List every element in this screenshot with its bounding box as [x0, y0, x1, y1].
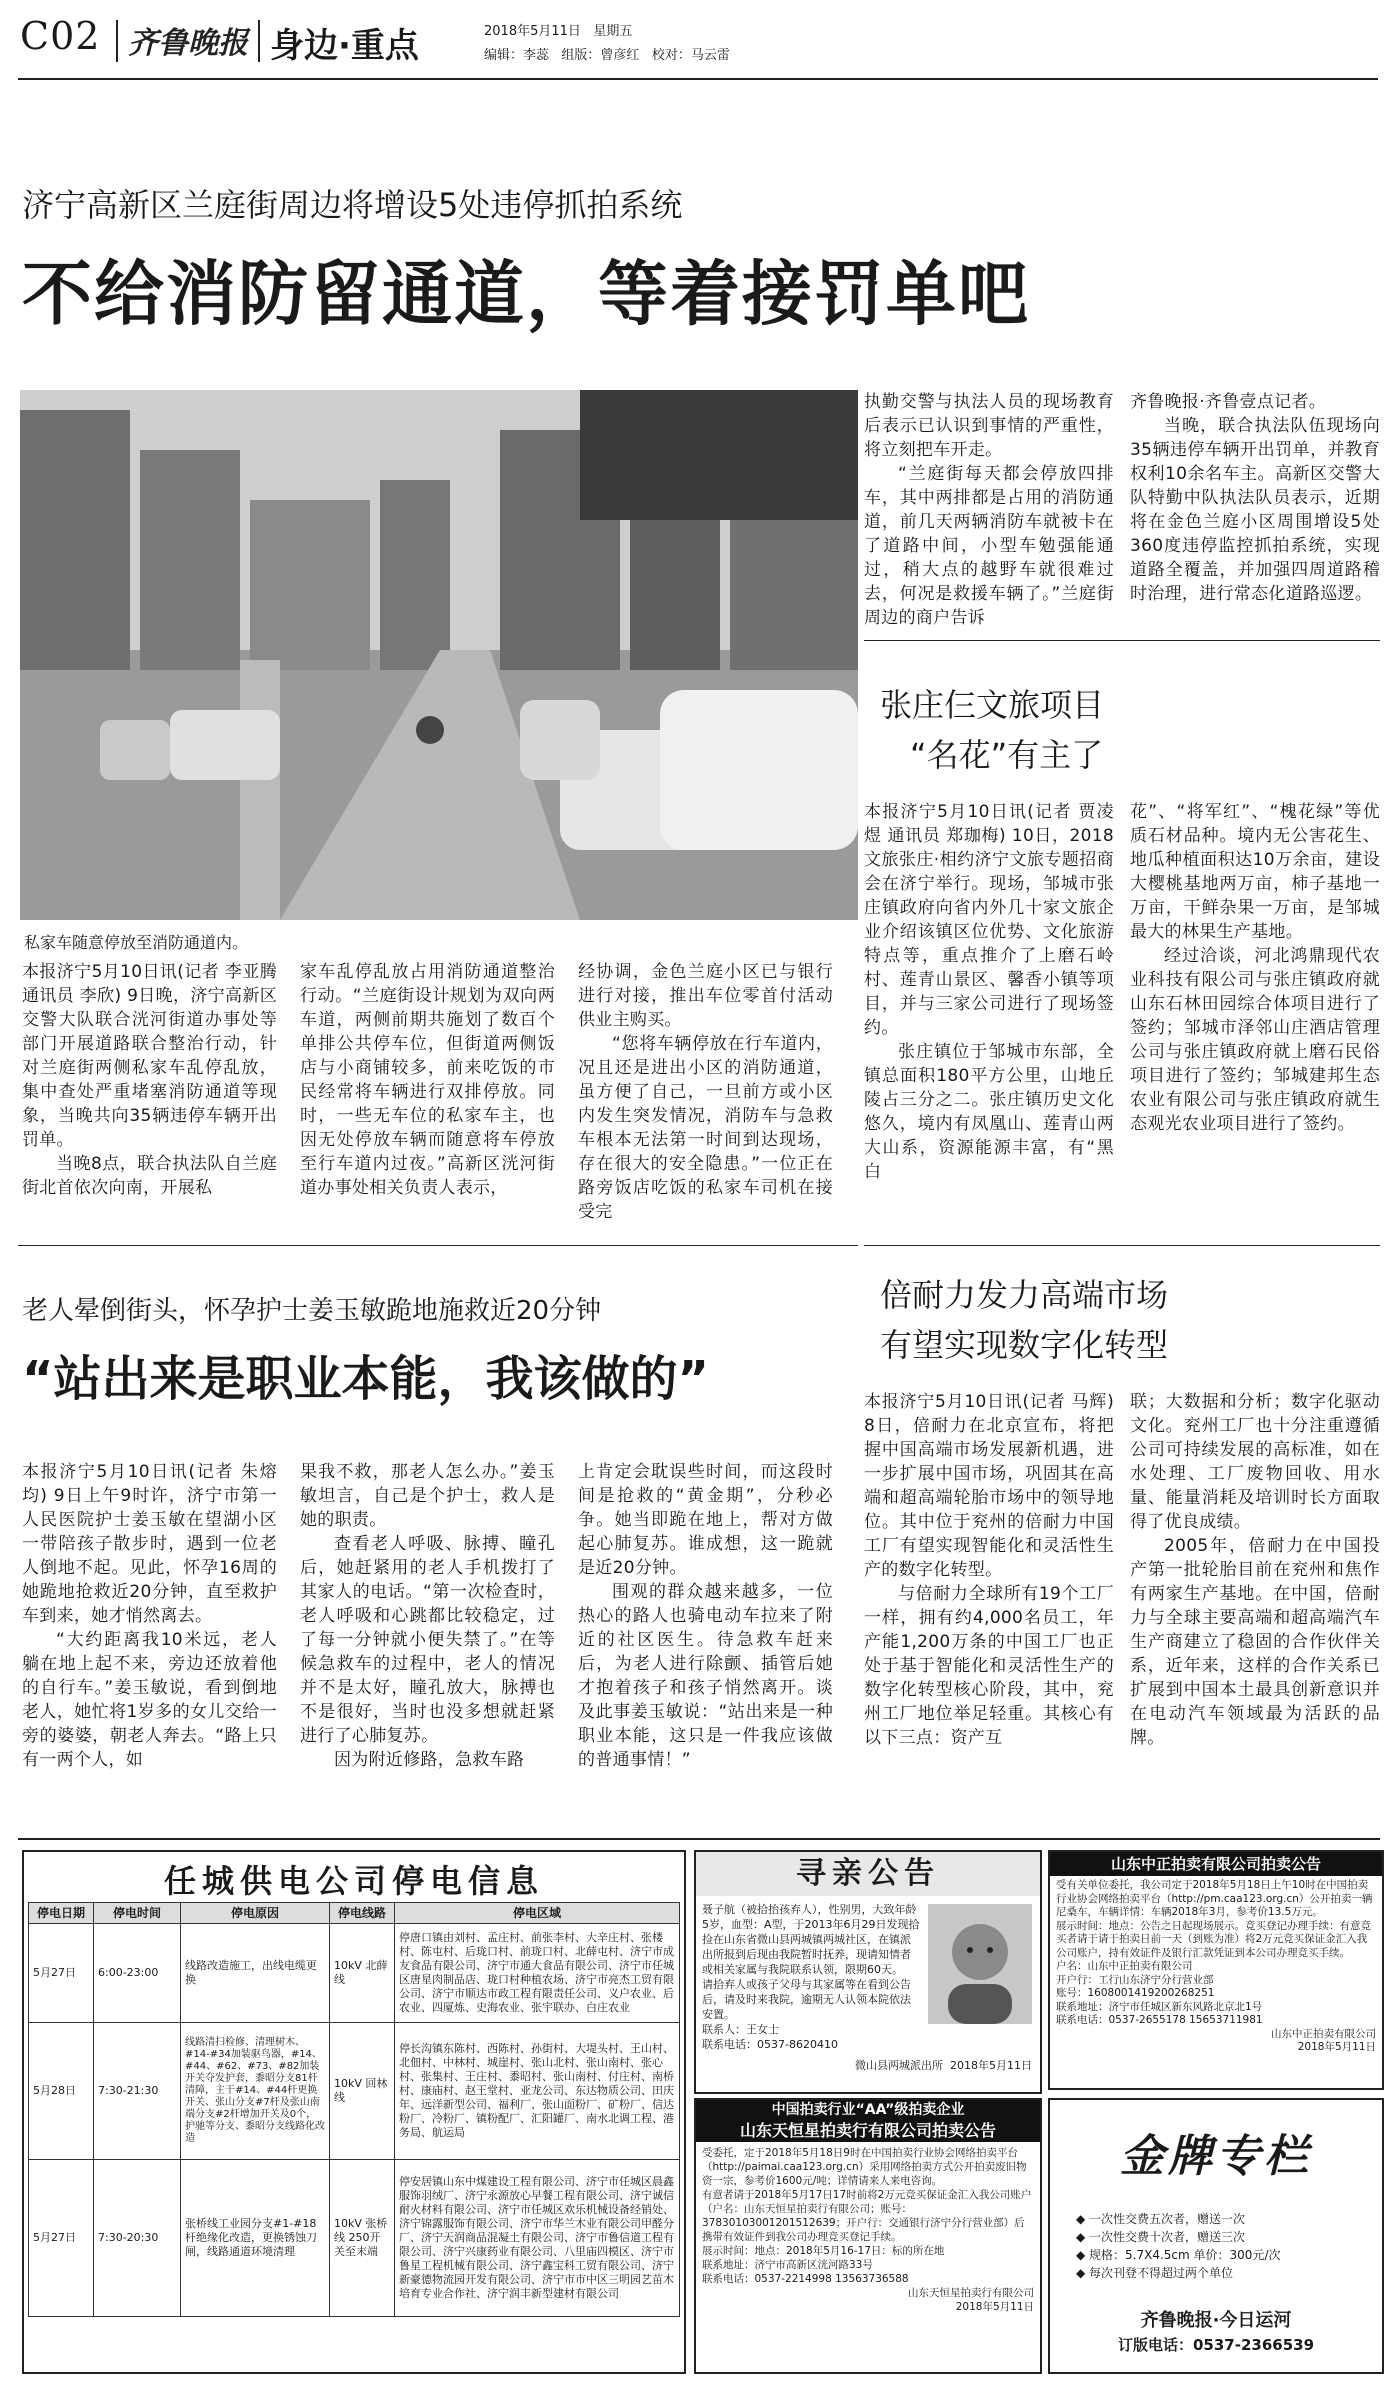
nurse-col-1: 本报济宁5月10日讯(记者 朱熔均) 9日上午9时许，济宁市第一人民医院护士姜玉敏在望湖小区一带陪孩子散步时，遇到一位老人倒地不起。见此，怀孕16周的她跪地抢救近20分钟，直至救护车到来，她才悄然离去。 “大约距离我10米远，老人躺在地上起不来，旁边还放着他的自行车。”姜玉敏说，看到倒地老人，她忙将1岁多的女儿交给一旁的婆婆，朝老人奔去。“路上只有一两个人，如: [22, 1462, 277, 1770]
pirelli-title-1: 倍耐力发力高端市场: [880, 1276, 1169, 1314]
tianhengxing-box: [694, 2098, 1042, 2374]
divider-2: [258, 20, 260, 62]
lead-col-3: 经协调，金色兰庭小区已与银行进行对接，推出车位零首付活动供业主购买。 “您将车辆停放在行车道内，况且还是进出小区的消防通道，虽方便了自己，一旦前方或小区内发生突发情况，消防车与急救车根本无法第一时间到达现场，存在很大的安全隐患。”一位正在路旁饭店吃饭的私家车司机在接受完: [578, 962, 833, 1222]
xunqin-box: [694, 1850, 1042, 2094]
lead-col-1: 本报济宁5月10日讯(记者 李亚腾 通讯员 李欣) 9日晚，济宁高新区交警大队联合洸河街道办事处等部门开展道路联合整治行动，针对兰庭街两侧私家车乱停乱放，集中查处严重堵塞消防通道等现象，当晚共向35辆违停车辆开出罚单。 当晚8点，联合执法队自兰庭街北首依次向南，开展私: [22, 962, 277, 1198]
outage-header-row: [29, 1903, 680, 1924]
tianhengxing-title-1: 中国拍卖行业“AA”级拍卖企业: [696, 2100, 1040, 2120]
lead-bottom-rule: [864, 640, 1380, 641]
zhongzheng-box: [1048, 1850, 1384, 2090]
xunqin-sign: 微山县两城派出所 2018年5月11日: [855, 2059, 1032, 2072]
lead-photo: [20, 390, 858, 920]
col-line: 停电线路: [330, 1903, 395, 1924]
pirelli-col-2: 联；大数据和分析；数字化驱动文化。兖州工厂也十分注重遵循公司可持续发展的高标准，如在水处理、工厂废物回收、用水量、能量消耗及培训时长方面取得了优良成绩。 2005年，倍耐力在中国投产第一批轮胎目前在兖州和焦作有两家生产基地。在中国，倍耐力与全球主要高端和超高端汽车生产商建立了稳固的合作伙伴关系，近年来，这样的合作关系已扩展到中国本土最具创新意识并在电动汽车领域最为活跃的品牌。: [1130, 1392, 1380, 1748]
nurse-col-3: 上肯定会耽误些时间，而这段时间是抢救的“黄金期”，分秒必争。她当即跪在地上，帮对方做起心肺复苏。谁成想，这一跪就是近20分钟。 围观的群众越来越多，一位热心的路人也骑电动车拉来了附近的社区医生。待急救车赶来后，为老人进行除颤、插管后她才抱着孩子和孩子悄然离开。谈及此事姜玉敏说：“站出来是一种职业本能，这只是一件我应该做的普通事情！”: [578, 1462, 833, 1770]
outage-title: 任城供电公司停电信息: [163, 1862, 544, 1900]
col-area: 停电区域: [395, 1903, 680, 1924]
zhangzhuang-col-2: 花”、“将军红”、“槐花绿”等优质石材品种。境内无公害花生、地瓜种植面积达10万余亩，建设大樱桃基地两万亩，柿子基地一万亩，干鲜杂果一万亩，是邹城最大的林果生产基地。 经过洽谈，河北鸿鼎现代农业科技有限公司与张庄镇政府就山东石林田园综合体项目进行了签约；邹城市泽邻山庄酒店管理公司与张庄镇政府就上磨石民俗项目进行了签约；邹城建邦生态农业有限公司与张庄镇政府就生态观光农业项目进行了签约。: [1130, 802, 1380, 1134]
lead-kicker: 济宁高新区兰庭街周边将增设5处违停抓拍系统: [22, 186, 683, 224]
lead-col-4: 执勤交警与执法人员的现场教育后表示已认识到事情的严重性，将立刻把车开走。 “兰庭街每天都会停放四排车，其中两排都是占用的消防通道，前几天两辆消防车就被卡在了道路中间，小型车勉强能通过，稍大点的越野车就很难过去，何况是救援车辆了。”兰庭街周边的商户告诉: [864, 392, 1114, 628]
lead-col-5: 齐鲁晚报·齐鲁壹点记者。 当晚，联合执法队伍现场向35辆违停车辆开出罚单，并教育权利10余名车主。高新区交警大队特勤中队执法队员表示，近期将在金色兰庭小区周围增设5处360度违停监控抓拍系统，实现道路全覆盖，并加强四周道路稽时治理，进行常态化道路巡逻。: [1130, 392, 1380, 604]
jinpai-title: 金牌专栏: [1120, 2131, 1312, 2182]
street-photo-illustration: [20, 390, 858, 920]
child-portrait-icon: [928, 1904, 1032, 2024]
table-row: 5月28日 7:30-21:30 线路清扫检修、清理树木、#14-#34加装驱鸟器，#14、#44、#62、#73、#82加装开关夺发护套，黍昭分支81杆清障，主干#14、#44杆更换开关、张山分支#7杆及张山南端分支#2杆增加开关及0个，护驰等分支、黍昭分支线路化改造 10kV 回林线 停长沟镇东陈村、西陈村、孙街村、大堤头村、王山村、北佃村、中林村、城崖村、张山北村、张山南村、张心村、张集村、王庄村、黍昭村、张山南村、付庄村、南桥村、康庙村、赵王堂村、亚龙公司、东达物质公司、田庆年、远洋新型公司、福利厂、张山面粉厂、矿粉厂、信达粉厂、冷粉厂、镇粉配厂、汇阳罐厂、南水北调工程、港务局、航运局: [29, 2023, 680, 2160]
photo-caption: 私家车随意停放至消防通道内。: [24, 933, 249, 952]
ads-top-rule: [18, 1838, 1380, 1840]
zhangzhuang-col-1: 本报济宁5月10日讯(记者 贾凌煜 通讯员 郑珈梅) 10日，2018文旅张庄·相约济宁文旅专题招商会在济宁举行。现场，邹城市张庄镇政府向省内外几十家文旅企业介绍该镇区位优势、文化旅游特点等，重点推介了上磨石岭村、莲青山景区、馨香小镇等项目，并与三家公司进行了现场签约。 张庄镇位于邹城市东部，全镇总面积180平方公里，山地丘陵占三分之二。张庄镇历史文化悠久，境内有凤凰山、莲青山两大山系，资源能源丰富，有“黑白: [864, 802, 1114, 1182]
outage-box: [22, 1850, 686, 2374]
divider-1: [116, 20, 118, 62]
col-time: 停电时间: [94, 1903, 181, 1924]
paper-logo: 齐鲁晚报: [128, 26, 248, 61]
zhangzhuang-title-1: 张庄仨文旅项目: [880, 686, 1105, 724]
jinpai-box: [1048, 2098, 1384, 2374]
xunqin-title: 寻亲公告: [696, 1852, 1040, 1896]
nurse-headline: “站出来是职业本能，我该做的”: [22, 1351, 710, 1407]
table-row: 5月27日 7:30-20:30 张桥线工业园分支#1-#18杆绝缘化改造，更换锈蚀刀闸，线路通道环境清理 10kV 张桥线 250开关至末端 停安居镇山东中煤建设工程有限公司、济宁市任城区晨鑫服饰羽绒厂、济宁永源放心早餐工程有限公司、济宁诚信耐火材料有限公司、济宁市任城区欢乐机械设备经销处、济宁锦露服饰有限公司、济宁市华兰木业有限公司甲醛分厂、济宁天润商品混凝土有限公司、济宁市鲁信道工程有限公司、济宁兴康药业有限公司、八里庙四模区、济宁市鲁星工程机械有限公司、济宁鑫宝科工贸有限公司、济宁新豪德物流园开发有限公司、济宁市市中区三明园艺苗木培育专业合作社、济宁润丰新型建材有限公司: [29, 2160, 680, 2317]
outage-table: [28, 1902, 680, 2317]
pirelli-title-2: 有望实现数字化转型: [880, 1326, 1169, 1364]
pirelli-col-1: 本报济宁5月10日讯(记者 马辉) 8日，倍耐力在北京宣布，将把握中国高端市场发展新机遇，进一步扩展中国市场，巩固其在高端和超高端轮胎市场中的领导地位。其中位于兖州的倍耐力中国工厂有望实现智能化和灵活性生产的数字化转型。 与倍耐力全球所有19个工厂一样，拥有约4,000名员工，年产能1,200万条的中国工厂也正处于基于智能化和灵活性生产的数字化转型核心阶段，其中，兖州工厂地位举足轻重。其核心有以下三点：资产互: [864, 1392, 1114, 1748]
col-date: 停电日期: [29, 1903, 94, 1924]
section-title: 身边·重点: [270, 26, 419, 66]
masthead: [0, 0, 1394, 72]
jinpai-terms: ◆ 一次性交费五次者，赠送一次 ◆ 一次性交费十次者，赠送三次 ◆ 规格：5.7X4.5cm 单价：300元/次 ◆ 每次刊登不得超过两个单位: [1076, 2212, 1281, 2280]
issue-date: 2018年5月11日 星期五: [484, 24, 633, 39]
xunqin-text: 聂子航（被拾抬孩弃人），性别男，大致年龄5岁，血型：A型，于2013年6月29日发现拾捡在山东省微山县两城镇两城社区，在镇派出所报到后现由我院暂时抚养，现请知情者或相关家属与我院联系认领，限期60天。 请拾弃人或孩子父母与其家属等在看到公告后，请及时来我院，逾期无人认领本院依法安置。 联系人：王女士 联系电话：0537-8620410: [702, 1903, 920, 2051]
jinpai-phone: 订版电话：0537-2366539: [1117, 2336, 1315, 2354]
zhongzheng-title: 山东中正拍卖有限公司拍卖公告: [1050, 1852, 1382, 1876]
zhongzheng-body: 受有关单位委托，我公司定于2018年5月18日上午10时在中国拍卖行业协会网络拍卖平台（http://pm.caa123.org.cn）公开拍卖一辆尼桑车，车辆详情：车辆2018年3月，参考价13.5万元。 展示时间：地点：公告之日起现场展示。竞买登记办理手续：有意竞买者请于请于拍卖日前一天（到账为准）将2万元竞买保证金汇入我公司账户，持有效证件及银行汇款凭证到本公司办理竞买手续。 户名：山东中正拍卖有限公司 开户行：工行山东济宁分行营业部 账号：1608001419200268251 联系地址：济宁市任城区新东风路北京北1号 联系电话：0537-2655178 15653711981 山东中正拍卖有限公司 2018年5月11日: [1056, 1879, 1376, 2053]
jinpai-brand: 齐鲁晚报·今日运河: [1140, 2310, 1292, 2331]
page-number: C02: [20, 14, 101, 58]
child-photo: [928, 1904, 1032, 2024]
tianhengxing-title-2: 山东天恒星拍卖行有限公司拍卖公告: [696, 2120, 1040, 2142]
zhangzhuang-title-2: “名花”有主了: [910, 736, 1104, 774]
right-mid-rule: [864, 1245, 1380, 1246]
lead-col-2: 家车乱停乱放占用消防通道整治行动。“兰庭街设计规划为双向两车道，两侧前期共施划了数百个单排公共停车位，但街道两侧饭店与小商铺较多，前来吃饭的市民经常将车辆进行双排停放。同时，一些无车位的私家车主，也因无处停放车辆而随意将车停放至行车道内过夜。”高新区洸河街道办事处相关负责人表示，: [300, 962, 555, 1198]
mid-rule: [18, 1245, 858, 1246]
lead-headline: 不给消防留通道，等着接罚单吧: [22, 253, 1030, 335]
nurse-kicker: 老人晕倒街头，怀孕护士姜玉敏跪地施救近20分钟: [22, 1296, 602, 1326]
tianhengxing-body: 受委托，定于2018年5月18日9时在中国拍卖行业协会网络拍卖平台（http://paimai.caa123.org.cn）采用网络拍卖方式公开拍卖废旧物资一宗，参考价1600元/吨；详情请来人来电咨询。 有意者请于2018年5月17日17时前将2万元竞买保证金汇入我公司账户（户名：山东天恒星拍卖行有限公司；账号：37830103001201512639；开户行：交通银行济宁分行营业部）后携带有效证件到我公司办理竞买登记手续。 展示时间：地点：2018年5月16-17日：标的所在地 联系地址：济宁市高新区洸河路33号 联系电话：0537-2214998 13563736588 山东天恒星拍卖行有限公司 2018年5月11日: [702, 2147, 1034, 2313]
header-rule: [18, 78, 1378, 80]
editor-credits: 编辑：李蕊 组版：曾彦红 校对：马云雷: [484, 48, 730, 63]
table-row: 5月27日 6:00-23:00 线路改造施工，出线电缆更换 10kV 北薛线 停唐口镇由刘村、孟庄村、前张李村、大辛庄村、张楼村、陈屯村、后珑口村、前珑口村、北薛屯村、济宁市成友食品有限公司、济宁市通大食品有限公司、济宁市任城区唐星肉制品店、珑口村种植农场、济宁市亮杰工贸有限公司、济宁市顺达市政工程有限责任公司、义户农业、后农业、四厦炼、史海农业、张宇联办、白庄农业: [29, 1924, 680, 2023]
col-reason: 停电原因: [181, 1903, 330, 1924]
nurse-col-2: 果我不救，那老人怎么办。”姜玉敏坦言，自己是个护士，救人是她的职责。 查看老人呼吸、脉搏、瞳孔后，她赶紧用的老人手机拨打了其家人的电话。“第一次检查时，老人呼吸和心跳都比较稳定，过了每一分钟就小便失禁了。”在等候急救车的过程中，老人的情况并不是太好，瞳孔放大，脉搏也不是很好，当时也没多想就赶紧进行了心肺复苏。 因为附近修路，急救车路: [300, 1462, 555, 1770]
